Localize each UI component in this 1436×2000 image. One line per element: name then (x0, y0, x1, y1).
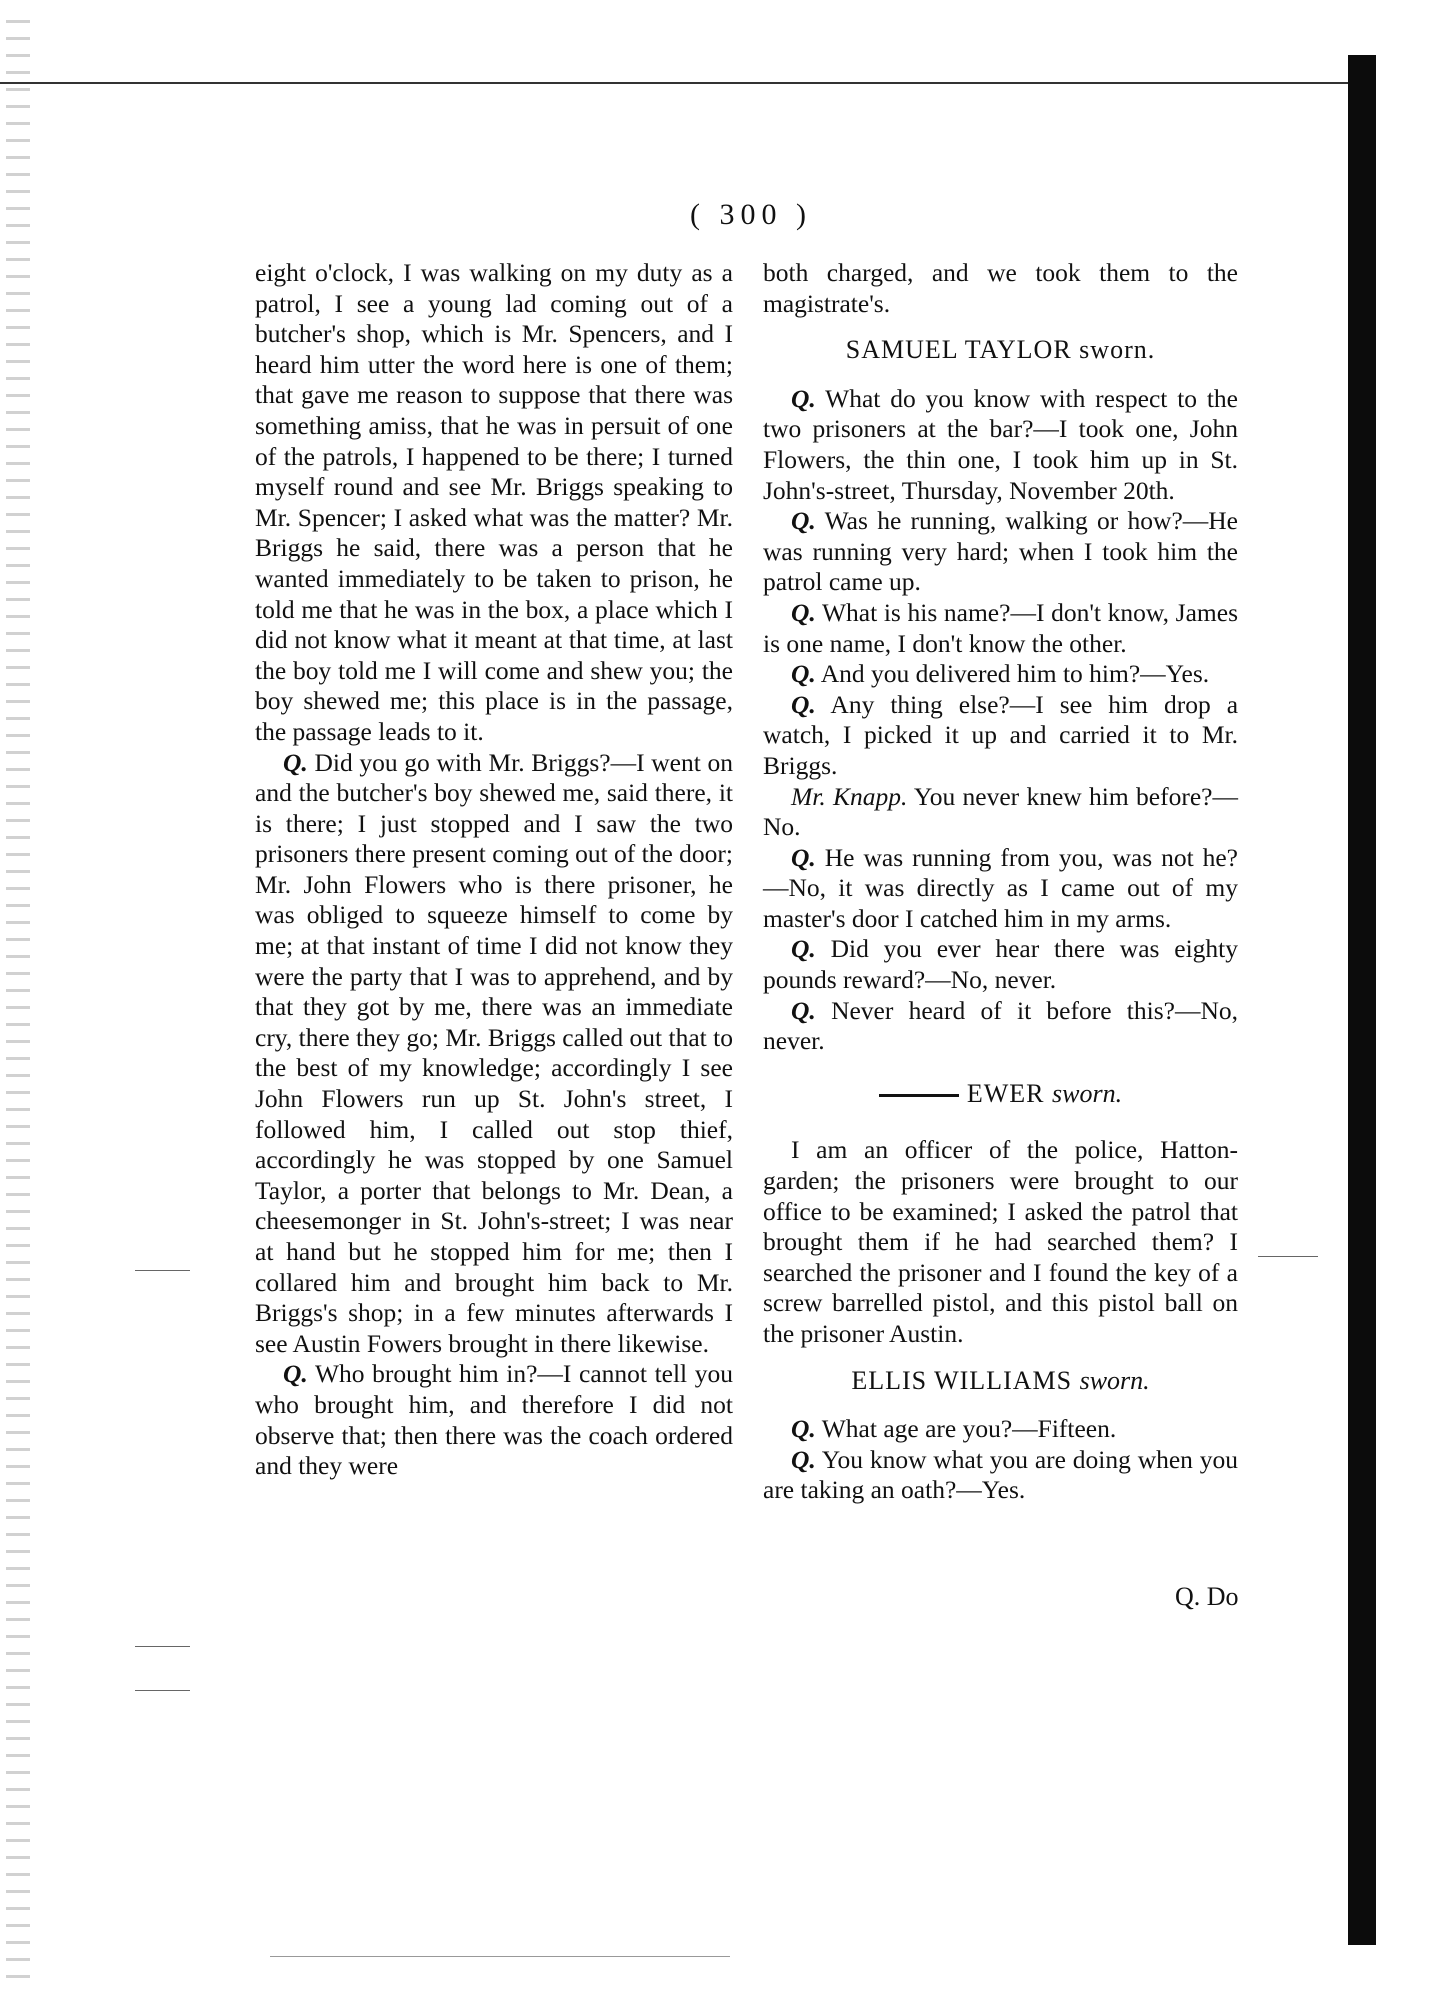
margin-mark (1258, 1256, 1318, 1257)
paragraph: eight o'clock, I was walking on my duty as a patrol, I see a young lad coming out of a butcher's shop, which is Mr. Spencers, and I heard him utter the word here is one of them; that gave me reason to suppose that there was something amiss, that he was in persuit of one of the patrols, I happened to be there; I turned myself round and see Mr. Briggs speaking to Mr. Spencer; I asked what was the matter? Mr. Briggs he said, there was a person that he wanted immediately to be taken to prison, he told me that he was in the box, a place which I did not know what it meant at that time, at last the boy told me I will come and shew you; the boy shewed me; this place is in the passage, the passage leads to it. (255, 258, 733, 746)
dash-rule (879, 1094, 959, 1097)
paragraph: Q. Never heard of it before this?—No, never. (763, 995, 1239, 1056)
margin-mark (135, 1270, 190, 1271)
paragraph: Q. Any thing else?—I see him drop a watch, I picked it up and carried it to Mr. Briggs. (763, 689, 1239, 780)
witness-heading-williams: ELLIS WILLIAMS sworn. (851, 1365, 1150, 1395)
margin-mark (135, 1690, 190, 1691)
page-edge-marks (6, 20, 30, 1980)
question-mark: Q. (283, 747, 308, 777)
paragraph: Q. What do you know with respect to the two prisoners at the bar?—I took one, John Flowers, the thin one, I took him up in St. John's-street, Thursday, November 20th. (763, 383, 1238, 505)
question-mark: Q. (283, 1359, 308, 1389)
paragraph: Q. Was he running, walking or how?—He was running very hard; when I took him the patrol came up. (763, 506, 1238, 597)
bottom-rule (270, 1956, 730, 1957)
paragraph: Q. What age are you?—Fifteen. (791, 1414, 1117, 1444)
right-column (763, 258, 1238, 1506)
paragraph: Mr. Knapp. You never knew him before?—No. (763, 781, 1238, 842)
catchword: Q. Do (1175, 1582, 1239, 1611)
paragraph: Q. Did you ever hear there was eighty pounds reward?—No, never. (763, 934, 1238, 995)
paragraph: Q. Who brought him in?—I cannot tell you who brought him, and therefore I did not observe that; then there was the coach ordered and they were (255, 1359, 733, 1481)
top-rule (0, 82, 1375, 84)
witness-heading-ewer: EWER sworn. (763, 1079, 1238, 1110)
left-column (255, 258, 733, 1482)
paragraph: I am an officer of the police, Hatton-garden; the prisoners were brought to our office to be examined; I asked the patrol that brought them if he had searched them? I searched the prisoner and I found the key of a screw barrelled pistol, and this pistol ball on the prisoner Austin. (763, 1135, 1238, 1348)
paragraph: Q. You know what you are doing when you are taking an oath?—Yes. (763, 1444, 1238, 1505)
paragraph: Q. He was running from you, was not he?—No, it was directly as I came out of my master's door I catched him in my arms. (763, 842, 1239, 933)
speaker-name: Mr. Knapp. (791, 781, 908, 811)
paragraph: Q. And you delivered him to him?—Yes. (791, 659, 1210, 689)
paragraph: Q. What is his name?—I don't know, James is one name, I don't know the other. (763, 597, 1238, 658)
binding-shadow (1348, 55, 1376, 1945)
witness-heading-taylor: SAMUEL TAYLOR sworn. (845, 335, 1156, 365)
margin-mark (135, 1646, 190, 1647)
paragraph: both charged, and we took them to the magistrate's. (763, 258, 1238, 318)
paragraph: Q. Did you go with Mr. Briggs?—I went on and the butcher's boy shewed me, said there, it is there; I just stopped and I saw the two prisoners there present coming out of the door; Mr. John Flowers who is there prisoner, he was obliged to squeeze himself to come by me; at that instant of time I did not know they were the party that I was to apprehend, and by that they got by me, there was an immediate cry, there they go; Mr. Briggs called out that to the best of my knowledge; accordingly I see John Flowers run up St. John's street, I followed him, I called out stop thief, accordingly he was stopped by one Samuel Taylor, a porter that belongs to Mr. Dean, a cheesemonger in St. John's-street; I was near at hand but he stopped him for me; then I collared him and brought him back to Mr. Briggs's shop; in a few minutes afterwards I see Austin Fowers brought in there likewise. (255, 747, 734, 1358)
page-number: ( 300 ) (690, 198, 812, 231)
